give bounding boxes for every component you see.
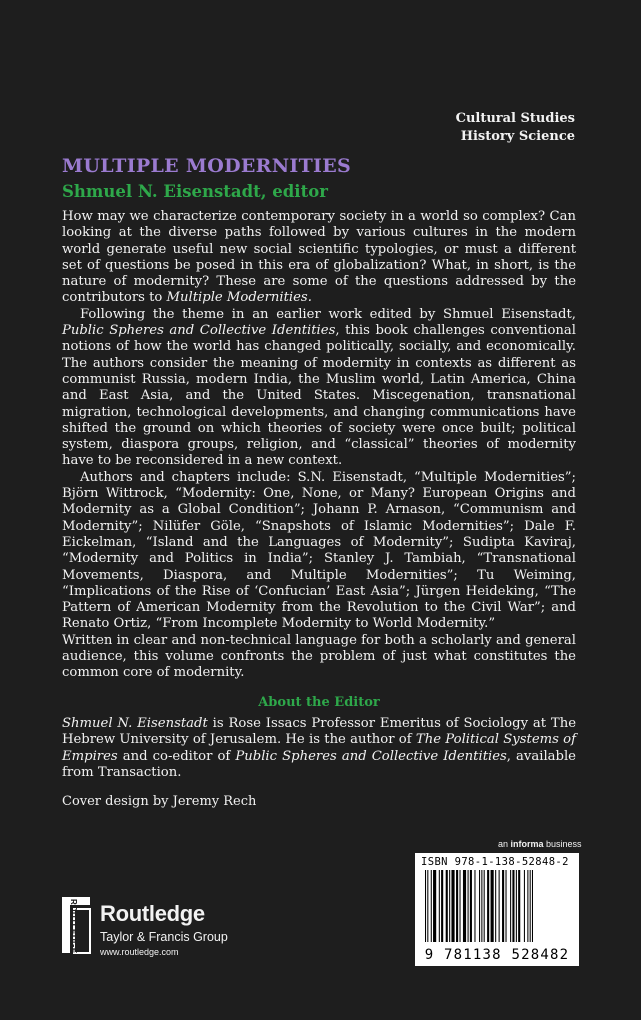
barcode-bar — [449, 870, 450, 942]
barcode-bar — [431, 870, 432, 942]
book-title: MULTIPLE MODERNITIES — [62, 155, 351, 177]
routledge-vertical-wordmark: ROUTLEDGE — [69, 899, 78, 954]
barcode-bar — [463, 870, 466, 942]
barcode-bar — [530, 870, 531, 942]
barcode-bar — [518, 870, 520, 942]
barcode-bar — [479, 870, 480, 942]
barcode-bar — [532, 870, 533, 942]
category-history-science: History Science — [460, 129, 575, 144]
publisher-name: Routledge — [100, 901, 205, 926]
description — [62, 209, 576, 781]
barcode-bar — [441, 870, 443, 942]
publisher-logo — [60, 895, 280, 960]
barcode-bar — [446, 870, 448, 942]
barcode-bars — [425, 870, 575, 942]
book-editor: Shmuel N. Eisenstadt, editor — [62, 182, 328, 201]
description-paragraph-2: Following the theme in an earlier work edited by Shmuel Eisenstadt, Public Spheres and Collective Identities, this book challenges conventional notions of how the world has changed politically, socially, and economically. The authors consider the meaning of modernity in contexts as different as communist Russia, modern India, the Muslim world, Latin America, China and East Asia, and the United States. Miscegenation, transnational migration, technological developments, and changing communications have shifted the ground on which theories of society were once built; political system, diaspora groups, religion, and “classical” theories of modernity have to be reconsidered in a new context. — [62, 306, 576, 469]
barcode-bar — [491, 870, 494, 942]
barcode-bar — [468, 870, 469, 942]
barcode-bar — [510, 870, 511, 942]
about-editor-heading: About the Editor — [258, 694, 380, 710]
category-cultural-studies: Cultural Studies — [455, 111, 575, 126]
informa-tagline: an informa business — [498, 839, 582, 849]
description-paragraph-4: Written in clear and non-technical language for both a scholarly and general audience, this volume confronts the problem of just what constitutes the common core of modernity. — [62, 632, 576, 681]
barcode-bar — [516, 870, 517, 942]
barcode-bar — [527, 870, 528, 942]
isbn-barcode — [415, 853, 579, 966]
barcode-bar — [425, 870, 426, 942]
isbn-label: ISBN 978-1-138-52848-2 — [421, 856, 569, 868]
barcode-bar — [474, 870, 475, 942]
publisher-group: Taylor & Francis Group — [100, 930, 228, 944]
barcode-bar — [433, 870, 436, 942]
description-paragraph-1: How may we characterize contemporary society in a world so complex? Can looking at the diverse paths followed by various cultures in the modern world generate useful new social scientific typologies, or must a different set of questions be posed in this era of globalization? What, in short, is the nature of modernity? These are some of the questions addressed by the contributors to Multiple Modernities. — [62, 209, 576, 306]
barcode-bar — [460, 870, 461, 942]
ean-digits: 9 781138 528482 — [424, 947, 570, 963]
about-editor-text: Shmuel N. Eisenstadt is Rose Issacs Professor Emeritus of Sociology at The Hebrew University of Jerusalem. He is the author of The Political Systems of Empires and co-editor of Public Spheres and Collective Identities, available from Transaction. — [62, 715, 577, 780]
category-labels — [456, 110, 575, 146]
barcode-bar — [502, 870, 504, 942]
barcode-bar — [456, 870, 458, 942]
publisher-url: www.routledge.com — [100, 947, 179, 957]
barcode-bar — [506, 870, 507, 942]
barcode-bar — [481, 870, 482, 942]
barcode-bar — [499, 870, 500, 942]
barcode-bar — [470, 870, 472, 942]
description-paragraph-3: Authors and chapters include: S.N. Eisenstadt, “Multiple Modernities”; Björn Wittrock, “Modernity: One, None, or Many? European Origins and Modernity as a Global Condition”; Johann P. Arnason, “Communism and Modernity”; Nilüfer Göle, “Snapshots of Islamic Modernities”; Dale F. Eickelman, “Island and the Languages of Modernity”; Sudipta Kaviraj, “Modernity and Politics in India”; Stanley J. Tambiah, “Transnational Movements, Diaspora, and Multiple Modernities”; Tu Weiming, “Implications of the Rise of ‘Confucian’ East Asia”; Jürgen Heideking, “The Pattern of American Modernity from the Revolution to the Civil War”; and Renato Ortiz, “From Incomplete Modernity to World Modernity.” — [62, 469, 576, 632]
barcode-bar — [427, 870, 428, 942]
barcode-bar — [495, 870, 496, 942]
barcode-bar — [524, 870, 525, 942]
barcode-bar — [439, 870, 440, 942]
barcode-bar — [512, 870, 514, 942]
barcode-bar — [487, 870, 489, 942]
cover-credit: Cover design by Jeremy Rech — [62, 794, 257, 809]
barcode-bar — [484, 870, 485, 942]
barcode-bar — [451, 870, 454, 942]
